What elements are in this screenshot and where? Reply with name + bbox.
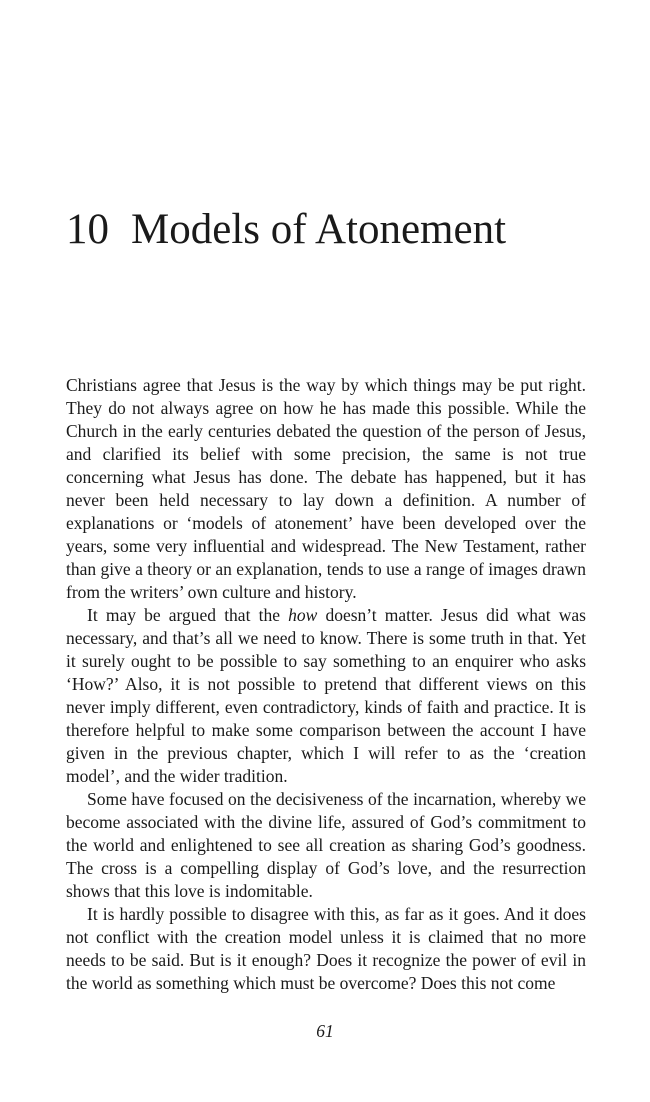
paragraph-2-after: doesn’t matter. Jesus did what was necessary, and that’s all we need to know. There is some truth in that. Yet it surely ought to be possible to say something to an enquirer who asks ‘How?’ Also, it is not possible to pretend that different views on this never imply different, even contradictory, kinds of faith and practice. It is therefore helpful to make some comparison between the account I have given in the previous chapter, which I will refer to as the ‘creation model’, and the wider tradition.	[66, 605, 586, 786]
paragraph-4: It is hardly possible to disagree with this, as far as it goes. And it does not conflict with the creation model unless it is claimed that no more needs to be said. But is it enough? Does it recognize the power of evil in the world as something which must be overcome? Does this not come	[66, 904, 586, 993]
body-text	[66, 374, 586, 995]
chapter-title: Models of Atonement	[131, 206, 507, 253]
paragraph-3: Some have focused on the decisiveness of the incarnation, whereby we become associated with the divine life, assured of God’s commitment to the world and enlightened to see all creation as sharing God’s goodness. The cross is a compelling display of God’s love, and the resurrection shows that this love is indomitable.	[66, 789, 586, 901]
paragraph-1: Christians agree that Jesus is the way by which things may be put right. They do not always agree on how he has made this possible. While the Church in the early centuries debated the question of the person of Jesus, and clarified its belief with some precision, the same is not true concerning what Jesus has done. The debate has happened, but it has never been held necessary to lay down a definition. A number of explanations or ‘models of atonement’ have been developed over the years, some very influential and widespread. The New Testament, rather than give a theory or an explanation, tends to use a range of images drawn from the writers’ own culture and history.	[66, 375, 586, 602]
paragraph-2-before: It may be argued that the	[87, 605, 289, 625]
paragraph-2	[66, 604, 586, 788]
chapter-heading	[66, 203, 606, 257]
page-number: 61	[316, 1021, 334, 1041]
emphasis-how: how	[288, 605, 318, 625]
chapter-number: 10	[66, 206, 109, 253]
